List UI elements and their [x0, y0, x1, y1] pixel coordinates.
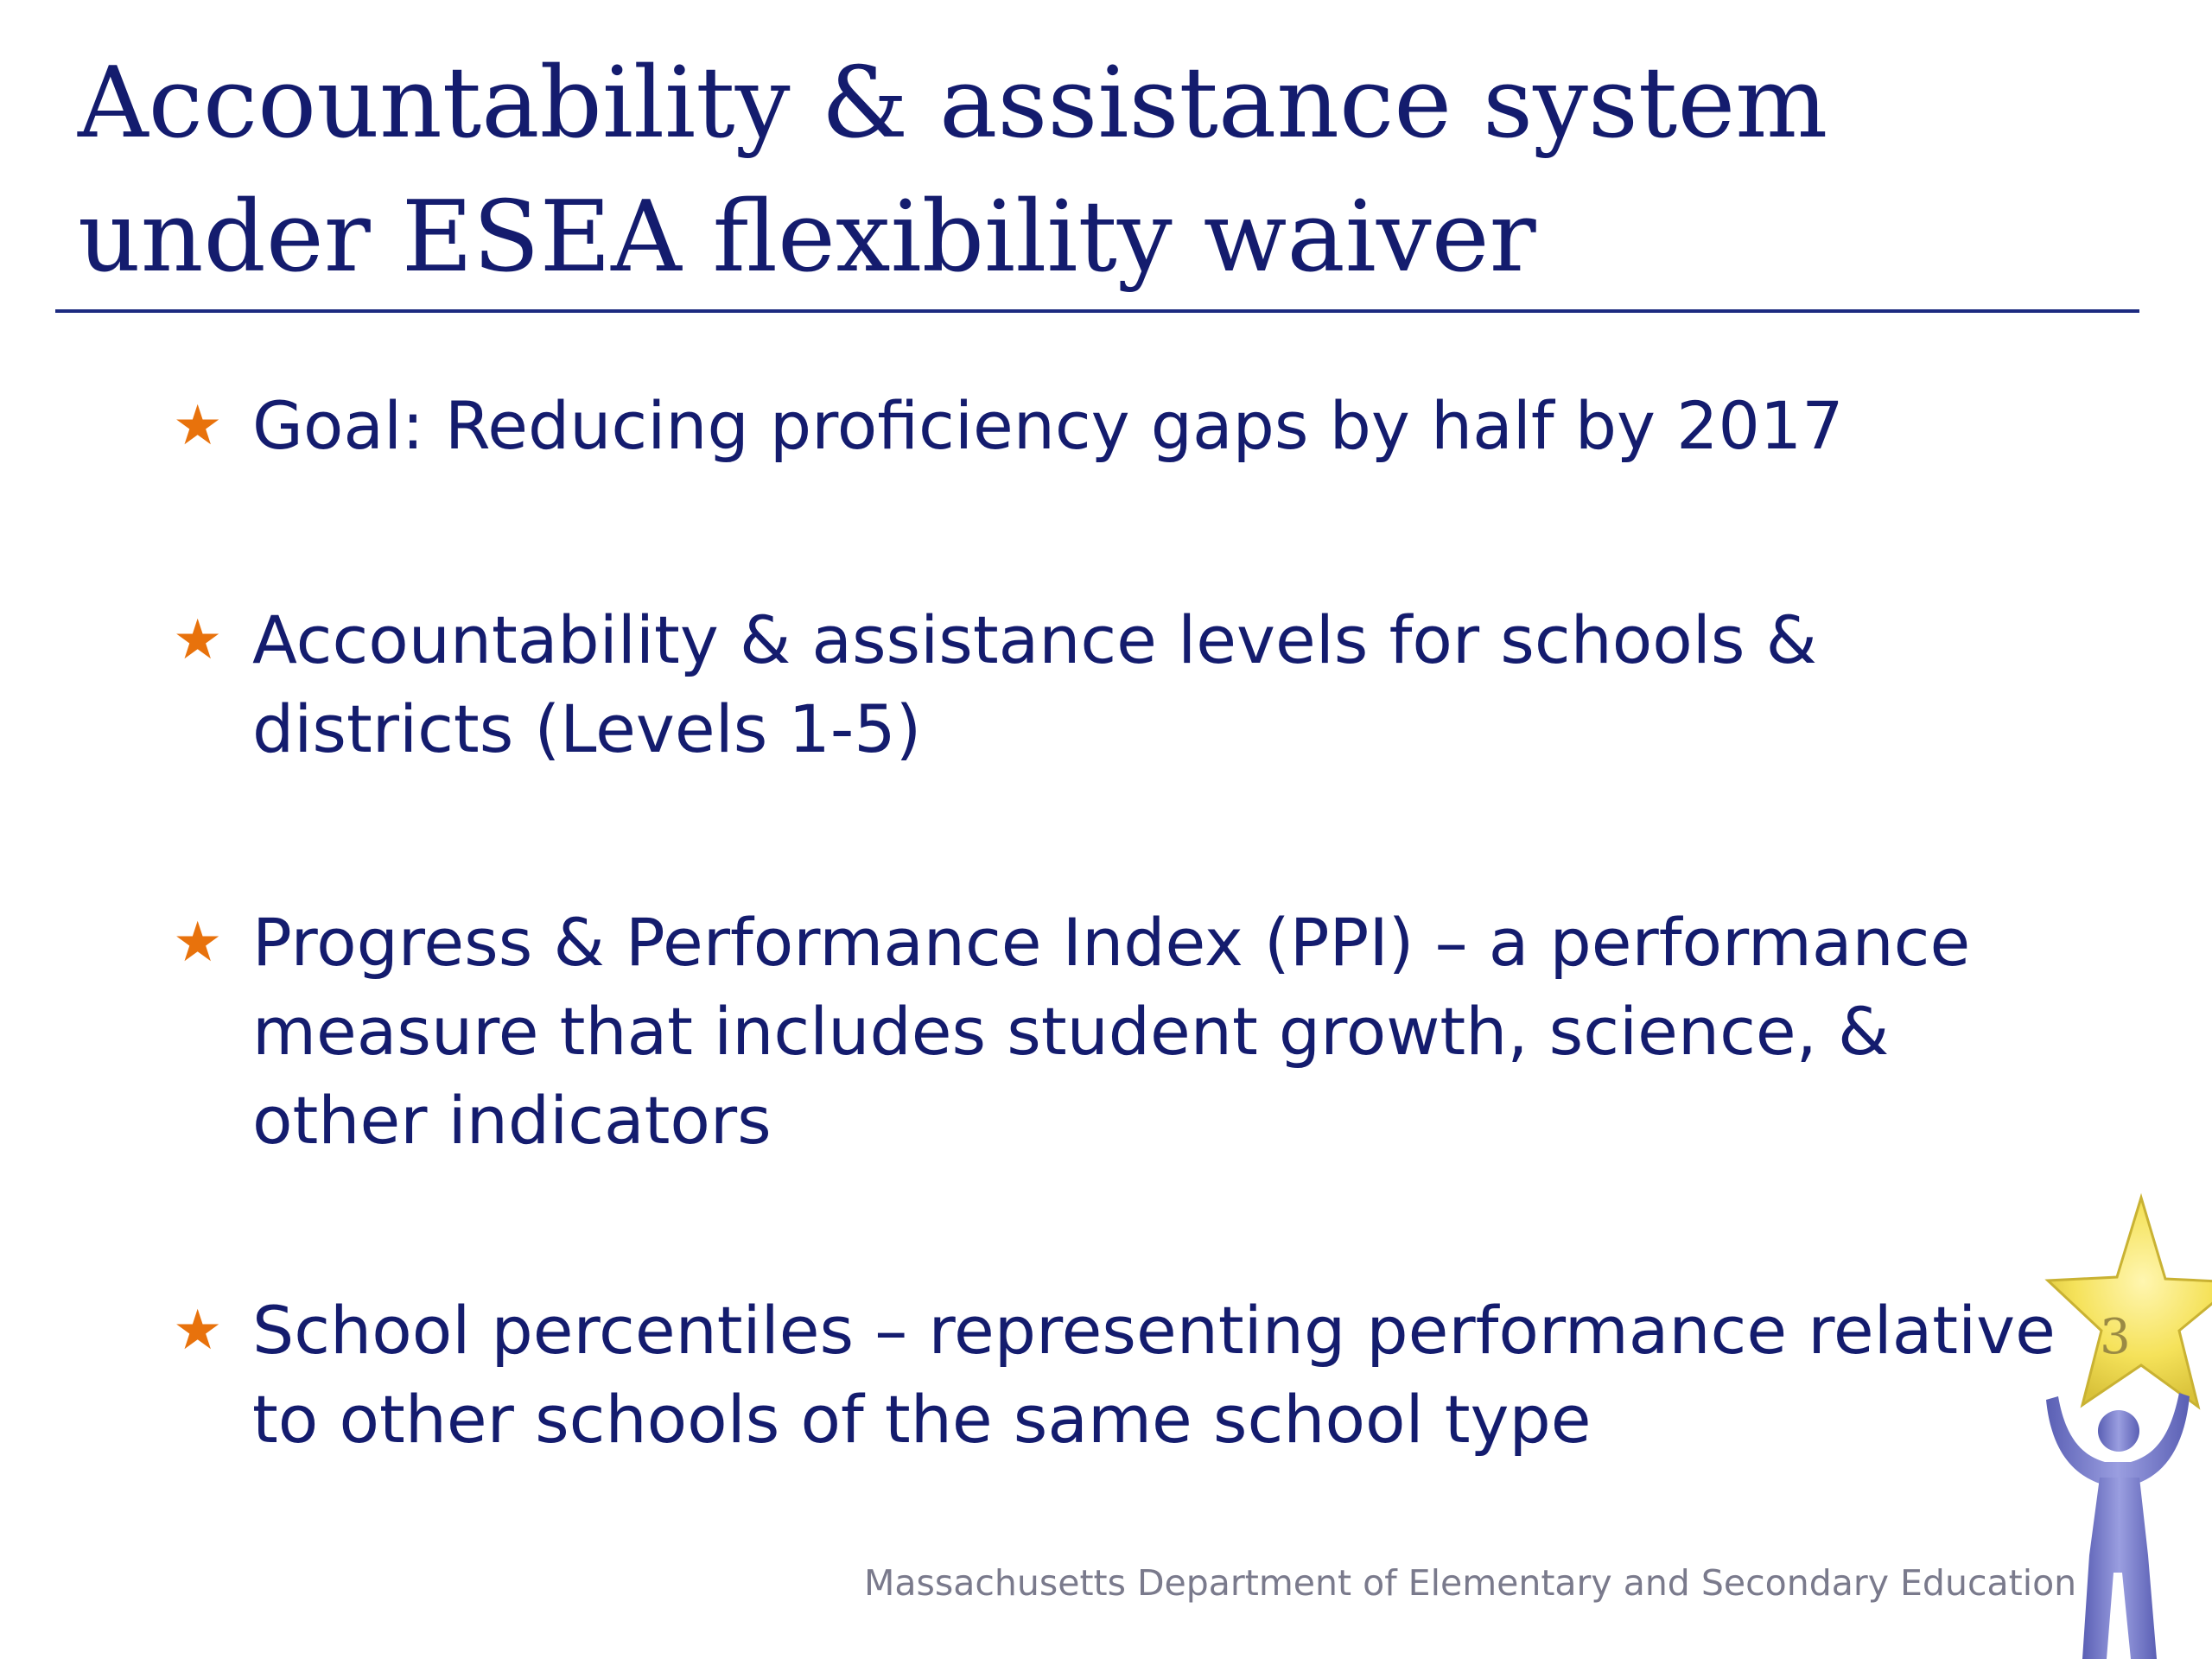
logo-star-shape: [2048, 1198, 2212, 1407]
slide-title-line-1: Accountability & assistance system: [78, 46, 1828, 160]
bullet-text-line: measure that includes student growth, science, &: [252, 993, 1890, 1070]
bullet-text: [252, 898, 2074, 1165]
bullet-text-line: Goal: Reducing proficiency gaps by half by 2017: [252, 387, 1844, 464]
bullet-item-goal: [173, 381, 2074, 471]
star-icon: ★: [173, 1299, 223, 1363]
logo-figure-head: [2098, 1410, 2139, 1452]
bullet-text: [252, 1286, 2074, 1464]
bullet-item-levels: [173, 595, 2074, 773]
logo-figure-body: [2082, 1478, 2157, 1659]
bullet-item-percentiles: [173, 1286, 2074, 1464]
bullet-text-line: districts (Levels 1-5): [252, 690, 922, 767]
slide-number: 3: [2100, 1309, 2131, 1365]
bullet-text-line: Accountability & assistance levels for schools &: [252, 601, 1817, 678]
bullet-text: [252, 595, 2074, 773]
star-icon: ★: [173, 608, 223, 672]
star-icon: ★: [173, 394, 223, 458]
footer-organization: Massachusetts Department of Elementary and Secondary Education: [864, 1562, 2077, 1604]
star-icon: ★: [173, 911, 223, 975]
bullet-text-line: Progress & Performance Index (PPI) – a performance: [252, 904, 1971, 981]
bullet-text-line: other indicators: [252, 1082, 772, 1159]
bullet-text-line: School percentiles – representing performance relative: [252, 1292, 2056, 1369]
bullet-item-ppi: [173, 898, 2074, 1165]
bullet-text: [252, 381, 2074, 470]
bullet-text-line: to other schools of the same school type: [252, 1381, 1592, 1458]
slide-title-line-2: under ESEA flexibility waiver: [78, 180, 1536, 294]
